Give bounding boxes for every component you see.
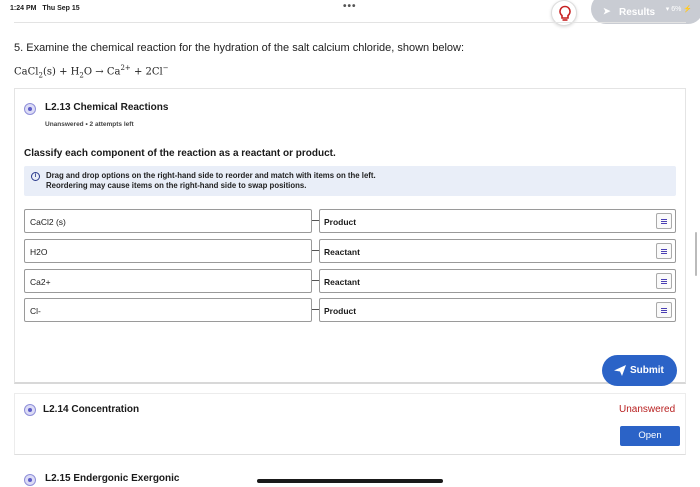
left-item: Cl- xyxy=(24,298,312,322)
drag-handle-icon[interactable] xyxy=(656,243,672,259)
left-item: H2O xyxy=(24,239,312,263)
right-option[interactable] xyxy=(319,209,676,233)
status-time: 1:24 PM Thu Sep 15 xyxy=(10,5,80,12)
drag-handle-icon[interactable] xyxy=(656,302,672,318)
info-icon: i xyxy=(31,172,40,181)
send-icon: ➤ xyxy=(603,6,611,16)
instruction-text: Classify each component of the reaction as a reactant or product. xyxy=(24,148,336,159)
right-option-label: Reactant xyxy=(324,277,360,287)
match-row xyxy=(24,269,676,293)
match-row xyxy=(24,239,676,263)
assignment-icon xyxy=(24,103,36,115)
assignment-card xyxy=(14,393,686,455)
assignment-icon xyxy=(24,404,36,416)
right-option-label: Product xyxy=(324,306,357,316)
left-item: Ca2+ xyxy=(24,269,312,293)
open-button[interactable]: Open xyxy=(620,426,680,446)
info-text xyxy=(46,171,376,191)
submit-button[interactable] xyxy=(602,355,677,386)
card-title: L2.14 Concentration xyxy=(43,404,140,415)
multitasking-dots-icon[interactable]: ••• xyxy=(343,1,357,12)
home-indicator[interactable] xyxy=(257,479,443,483)
battery-icon: ⚡ xyxy=(683,6,692,13)
right-option-label: Product xyxy=(324,217,357,227)
right-option[interactable] xyxy=(319,298,676,322)
wifi-icon: ▾ xyxy=(665,6,670,13)
right-option[interactable] xyxy=(319,239,676,263)
card-status: Unanswered • 2 attempts left xyxy=(45,121,134,128)
assignment-icon xyxy=(24,474,36,486)
submit-label: Submit xyxy=(630,365,664,376)
match-row xyxy=(24,298,676,322)
info-line-1: Drag and drop options on the right-hand side to reorder and match with items on the left. xyxy=(46,171,376,180)
right-option-label: Reactant xyxy=(324,247,360,257)
question-text: 5. Examine the chemical reaction for the hydration of the salt calcium chloride, shown below: xyxy=(14,42,465,54)
connector-line xyxy=(312,309,319,310)
card-title: L2.15 Endergonic Exergonic xyxy=(45,473,180,484)
match-row xyxy=(24,209,676,233)
scrollbar[interactable] xyxy=(695,232,697,276)
divider xyxy=(14,22,686,23)
battery-percent: 6% xyxy=(671,6,682,13)
info-line-2: Reordering may cause items on the right-hand side to swap positions. xyxy=(46,181,307,190)
connector-line xyxy=(312,280,319,281)
send-icon xyxy=(614,365,626,376)
info-box xyxy=(24,166,676,196)
drag-handle-icon[interactable] xyxy=(656,273,672,289)
status-right xyxy=(666,5,692,13)
lightbulb-icon xyxy=(558,5,572,22)
results-label: Results xyxy=(619,7,656,18)
drag-handle-icon[interactable] xyxy=(656,213,672,229)
left-item: CaCl2 (s) xyxy=(24,209,312,233)
status-badge: Unanswered xyxy=(619,404,676,415)
connector-line xyxy=(312,250,319,251)
connector-line xyxy=(312,220,319,221)
card-title: L2.13 Chemical Reactions xyxy=(45,102,169,113)
reaction-equation: CaCl$_2$(s) + $H_2O \to Ca^{2+} + 2Cl^-$ xyxy=(14,64,169,80)
question-card xyxy=(14,88,686,384)
right-option[interactable] xyxy=(319,269,676,293)
